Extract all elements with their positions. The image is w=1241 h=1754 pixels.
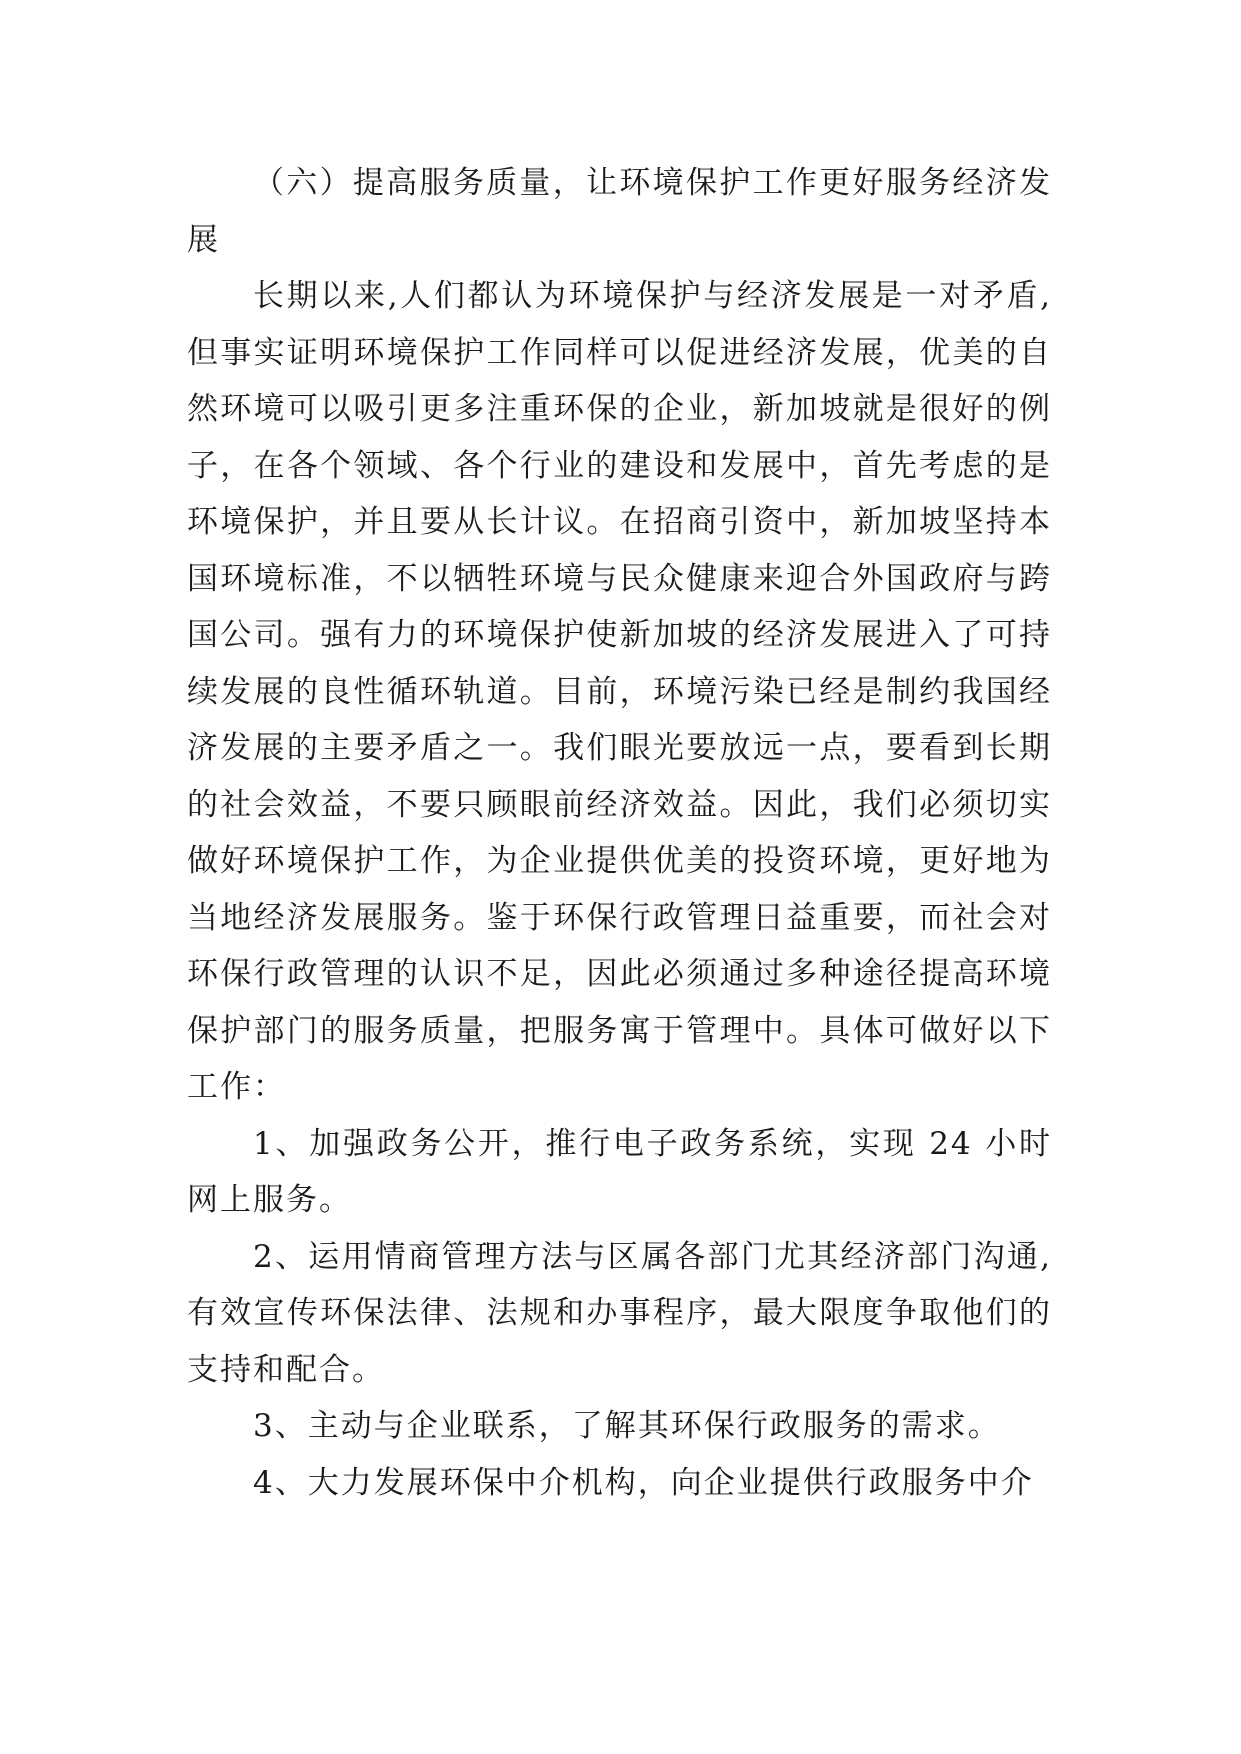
body-text	[187, 155, 1052, 1511]
list-item-3: 3、主动与企业联系，了解其环保行政服务的需求。	[253, 1408, 1001, 1444]
list-item-1: 1、加强政务公开，推行电子政务系统，实现 24 小时网上服务。	[187, 1125, 1052, 1218]
list-item-2: 2、运用情商管理方法与区属各部门尤其经济部门沟通,有效宣传环保法律、法规和办事程序，最大限度争取他们的支持和配合。	[187, 1238, 1052, 1388]
section-heading: （六）提高服务质量，让环境保护工作更好服务经济发展	[187, 165, 1052, 258]
paragraph-intro: 长期以来,人们都认为环境保护与经济发展是一对矛盾,但事实证明环境保护工作同样可以促进经济发展，优美的自然环境可以吸引更多注重环保的企业，新加坡就是很好的例子，在各个领域、各个行业的建设和发展中，首先考虑的是环境保护，并且要从长计议。在招商引资中，新加坡坚持本国环境标准，不以牺牲环境与民众健康来迎合外国政府与跨国公司。强有力的环境保护使新加坡的经济发展进入了可持续发展的良性循环轨道。目前，环境污染已经是制约我国经济发展的主要矛盾之一。我们眼光要放远一点，要看到长期的社会效益，不要只顾眼前经济效益。因此，我们必须切实做好环境保护工作，为企业提供优美的投资环境，更好地为当地经济发展服务。鉴于环保行政管理日益重要，而社会对环保行政管理的认识不足，因此必须通过多种途径提高环境保护部门的服务质量，把服务寓于管理中。具体可做好以下工作：	[187, 278, 1052, 1105]
list-item-4: 4、大力发展环保中介机构，向企业提供行政服务中介	[253, 1464, 1034, 1501]
